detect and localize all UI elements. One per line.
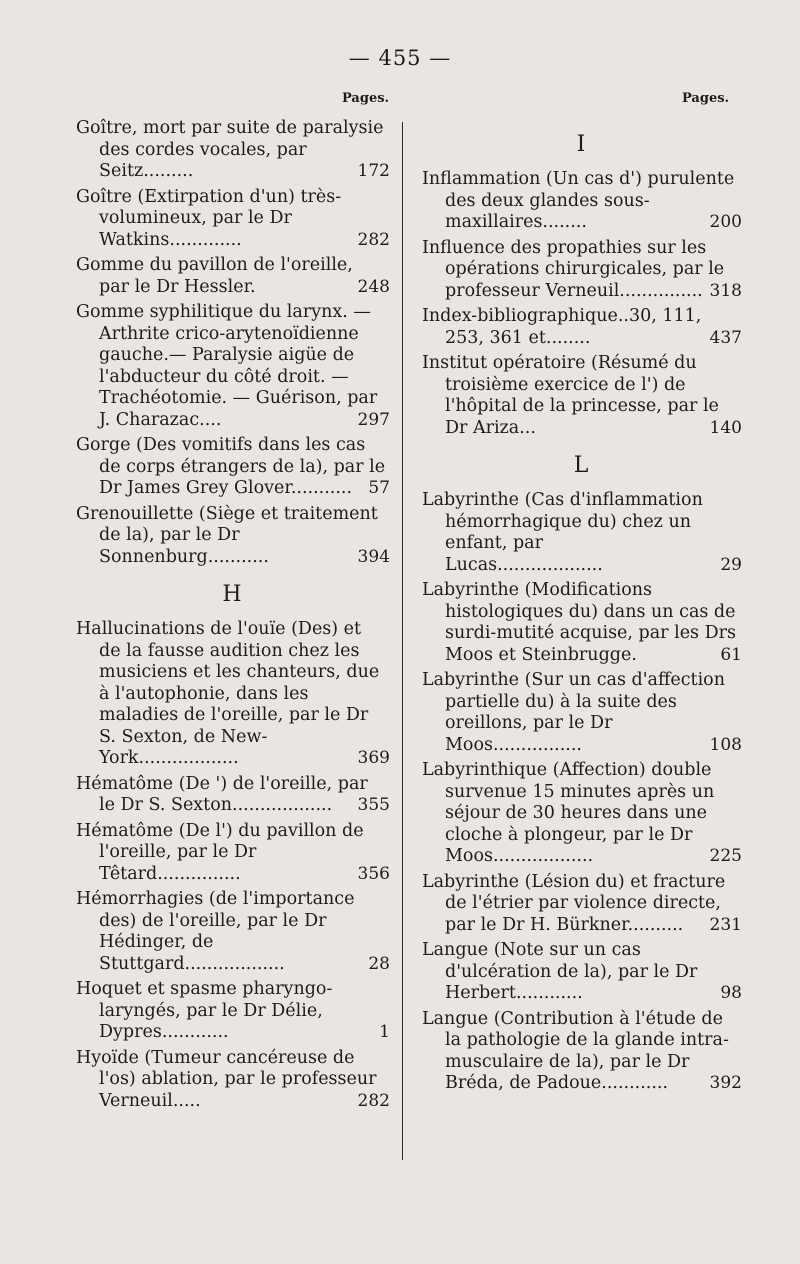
index-entry bbox=[76, 302, 388, 431]
index-entry bbox=[76, 187, 388, 252]
entry-page-number: 392 bbox=[709, 1073, 742, 1093]
entry-page-number: 57 bbox=[368, 478, 390, 498]
section-letter: H bbox=[222, 582, 242, 607]
index-entry bbox=[422, 670, 740, 756]
index-entry bbox=[76, 821, 388, 886]
entry-text: Labyrinthe (Sur un cas d'affection partielle du) à la suite des oreillons, par le Dr Moos................ bbox=[422, 670, 725, 755]
index-entry bbox=[76, 255, 388, 298]
entry-text: Labyrinthe (Modifications histologiques du) dans un cas de surdi-mutité acquise, par les Drs Moos et Steinbrugge. bbox=[422, 580, 736, 665]
entry-page-number: 200 bbox=[709, 212, 742, 232]
entry-text: Index-bibliographique..30, 111, 253, 361 et........ bbox=[422, 306, 702, 348]
entry-text: Goître, mort par suite de paralysie des cordes vocales, par Seitz......... bbox=[76, 118, 384, 181]
entry-text: Labyrinthe (Cas d'inflammation hémorrhagique du) chez un enfant, par Lucas................... bbox=[422, 490, 703, 575]
index-entry bbox=[76, 1048, 388, 1113]
entry-text: Grenouillette (Siège et traitement de la), par le Dr Sonnenburg........... bbox=[76, 503, 378, 567]
section-letter: L bbox=[573, 453, 589, 478]
entry-text: Hallucinations de l'ouïe (Des) et de la fausse audition chez les musiciens et les chanteurs, due à l'autophonie, dans les maladies de l'oreille, par le Dr S. Sexton, de New-York.................. bbox=[76, 619, 380, 768]
entry-text: Hématôme (De l') du pavillon de l'oreille, par le Dr Têtard............... bbox=[76, 820, 364, 884]
left-pages-header: Pages. bbox=[342, 91, 390, 106]
index-entry bbox=[422, 353, 740, 439]
entry-page-number: 61 bbox=[720, 644, 742, 665]
index-entry bbox=[76, 118, 388, 183]
entry-page-number: 172 bbox=[357, 161, 390, 181]
entry-text: Hématôme (De ') de l'oreille, par le Dr S. Sexton.................. bbox=[76, 773, 368, 815]
page-number: — 455 — bbox=[348, 46, 452, 70]
index-entry bbox=[76, 619, 388, 770]
entry-page-number: 369 bbox=[357, 748, 390, 768]
column-divider bbox=[402, 122, 403, 1160]
entry-page-number: 28 bbox=[368, 953, 390, 974]
entry-text: Gomme syphilitique du larynx. — Arthrite crico-arytenoïdienne gauche.— Paralysie aigüe de l'abducteur du côté droit. — Trachéotomie. — Guérison, par J. Charazac.... bbox=[76, 302, 378, 430]
left-index-column bbox=[76, 118, 388, 1116]
index-entry bbox=[422, 1009, 740, 1095]
entry-page-number: 437 bbox=[709, 327, 742, 348]
entry-text: Langue (Note sur un cas d'ulcération de la), par le Dr Herbert............ bbox=[422, 940, 698, 1003]
entry-page-number: 318 bbox=[709, 280, 742, 301]
entry-text: Gomme du pavillon de l'oreille, par le Dr Hessler. bbox=[76, 255, 353, 297]
entry-text: Langue (Contribution à l'étude de la pathologie de la glande intra-musculaire de la), par le Dr Bréda, de Padoue............ bbox=[422, 1008, 729, 1093]
entry-text: Labyrinthe (Lésion du) et fracture de l'étrier par violence directe, par le Dr H. Bürkner.......... bbox=[422, 871, 726, 935]
entry-text: Hyoïde (Tumeur cancéreuse de l'os) ablation, par le professeur Verneuil..... bbox=[76, 1047, 377, 1111]
index-entry bbox=[76, 435, 388, 500]
entry-page-number: 98 bbox=[720, 983, 742, 1003]
index-entry bbox=[422, 306, 740, 349]
entry-page-number: 231 bbox=[709, 914, 742, 935]
entry-page-number: 225 bbox=[709, 846, 742, 866]
entry-page-number: 140 bbox=[709, 417, 742, 438]
index-entry bbox=[422, 169, 740, 234]
entry-text: Inflammation (Un cas d') purulente des deux glandes sous-maxillaires........ bbox=[422, 169, 735, 232]
index-entry bbox=[422, 238, 740, 303]
index-entry bbox=[422, 760, 740, 868]
entry-page-number: 282 bbox=[357, 1090, 390, 1111]
entry-page-number: 248 bbox=[357, 276, 390, 297]
entry-page-number: 29 bbox=[720, 554, 742, 575]
section-letter: I bbox=[576, 132, 586, 157]
index-entry bbox=[422, 580, 740, 666]
entry-page-number: 394 bbox=[357, 546, 390, 567]
entry-text: Hoquet et spasme pharyngo-laryngés, par le Dr Délie, Dypres............ bbox=[76, 979, 333, 1042]
entry-page-number: 297 bbox=[357, 409, 390, 430]
entry-text: Goître (Extirpation d'un) très-volumineux, par le Dr Watkins............. bbox=[76, 186, 342, 250]
index-entry bbox=[76, 774, 388, 817]
entry-page-number: 356 bbox=[357, 863, 390, 884]
entry-page-number: 355 bbox=[357, 795, 390, 815]
right-pages-header: Pages. bbox=[682, 91, 730, 106]
entry-text: Gorge (Des vomitifs dans les cas de corps étrangers de la), par le Dr James Grey Glover........... bbox=[76, 435, 386, 498]
entry-page-number: 108 bbox=[709, 734, 742, 755]
index-entry bbox=[422, 490, 740, 576]
right-index-column bbox=[422, 118, 740, 1099]
entry-text: Influence des propathies sur les opérations chirurgicales, par le professeur Verneuil............... bbox=[422, 237, 725, 301]
entry-text: Hémorrhagies (de l'importance des) de l'oreille, par le Dr Hédinger, de Stuttgard.................. bbox=[76, 889, 355, 974]
entry-text: Institut opératoire (Résumé du troisième exercice de l') de l'hôpital de la princesse, par le Dr Ariza... bbox=[422, 353, 719, 438]
entry-text: Labyrinthique (Affection) double survenue 15 minutes après un séjour de 30 heures dans une cloche à plongeur, par le Dr Moos.................. bbox=[422, 760, 715, 866]
entry-page-number: 282 bbox=[357, 229, 390, 250]
index-entry bbox=[76, 889, 388, 975]
entry-page-number: 1 bbox=[379, 1022, 390, 1042]
index-entry bbox=[76, 504, 388, 569]
index-entry bbox=[422, 872, 740, 937]
index-entry bbox=[76, 979, 388, 1044]
index-entry bbox=[422, 940, 740, 1005]
